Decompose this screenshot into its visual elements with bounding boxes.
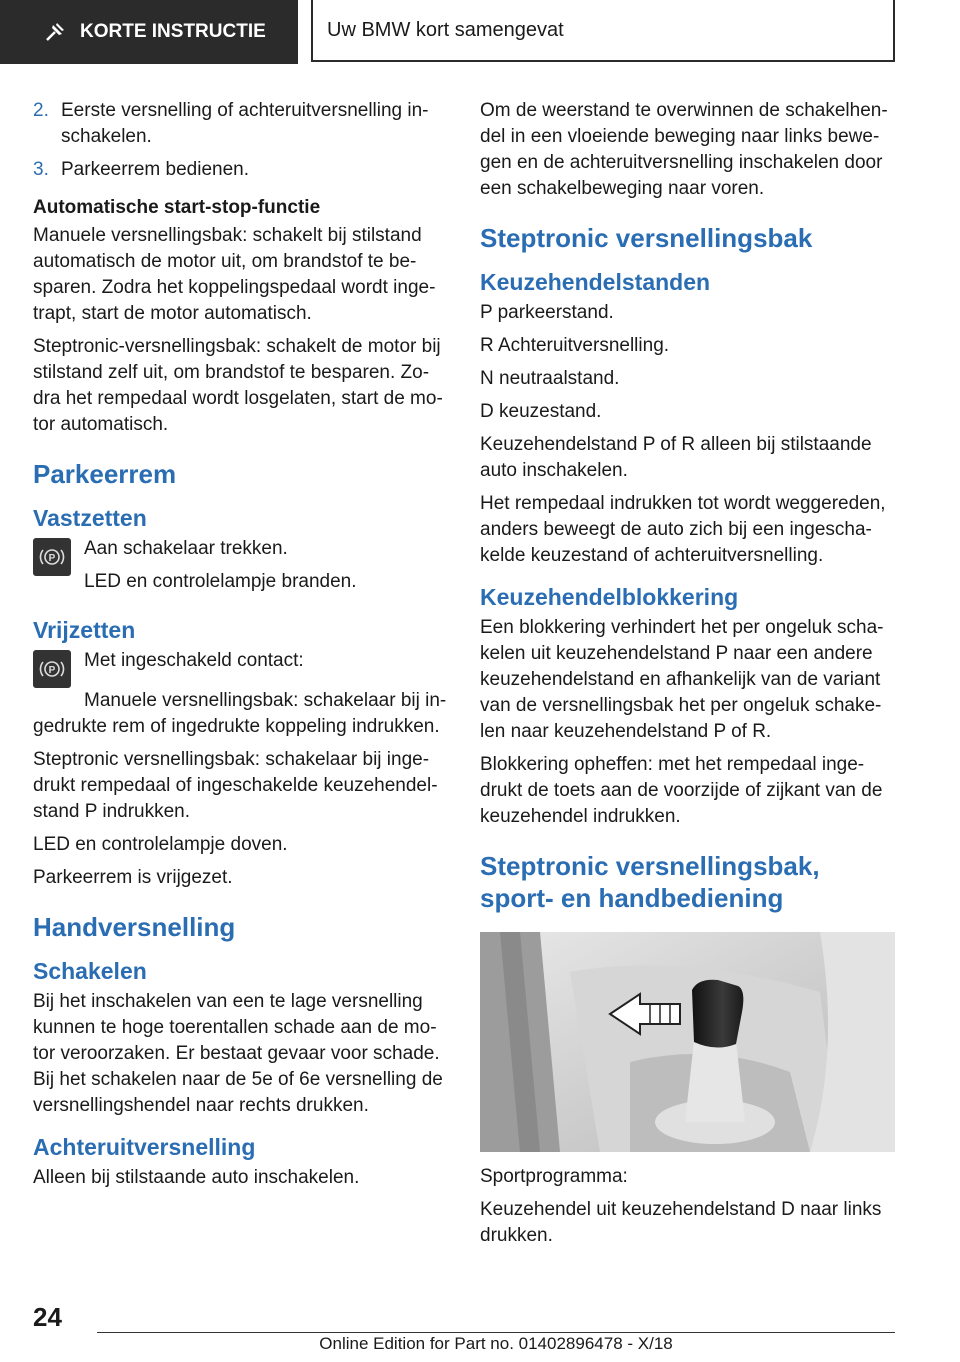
- heading-vastzetten: Vastzetten: [33, 505, 147, 531]
- list-text: Parkeerrem bedienen.: [61, 159, 249, 180]
- footer-edition: Online Edition for Part no. 01402896478 - X/18: [319, 1334, 673, 1353]
- heading-achteruitversnelling: Achteruitversnelling: [33, 1134, 256, 1160]
- heading-steptronic-sport: Steptronic versnellingsbak, sport- en handbediening: [480, 851, 820, 913]
- paragraph: Een blokkering verhindert het per ongeluk scha-kelen uit keuzehendelstand P naar een andere keuzehendelstand en afhankelijk van de variant van de versnellingsbak het per ongeluk schake-len naar keuzehendelstand P of R.: [480, 617, 884, 742]
- parking-brake-row: [33, 648, 447, 688]
- heading-keuzehendelblokkering: Keuzehendelblokkering: [480, 584, 739, 610]
- auto-start-stop-title: Automatische start-stop-functie: [33, 197, 321, 218]
- paragraph: Blokkering opheffen: met het rempedaal inge-drukt de toets aan de voorzijde of zijkant van de keuzehendel indrukken.: [480, 754, 883, 827]
- heading-schakelen: Schakelen: [33, 958, 147, 984]
- list-number: 3.: [33, 159, 49, 180]
- paragraph: Steptronic-versnellingsbak: schakelt de motor bij stilstand zelf uit, om brandstof te besparen. Zo-dra het rempedaal wordt losgelaten, start de mo-tor automatisch.: [33, 336, 443, 435]
- heading-vrijzetten: Vrijzetten: [33, 617, 136, 643]
- pin-icon: [44, 21, 66, 43]
- paragraph: Met ingeschakeld contact:: [84, 650, 304, 671]
- paragraph: Steptronic versnellingsbak: schakelaar bij inge-drukt rempedaal of ingeschakelde keuzehendel-stand P indrukken.: [33, 749, 438, 822]
- paragraph: Aan schakelaar trekken.: [84, 538, 288, 559]
- paragraph: Bij het inschakelen van een te lage versnelling kunnen te hoge toerentallen schade aan de mo-tor veroorzaken. Er bestaat gevaar voor schade. Bij het schakelen naar de 5e of 6e versnelling de versnellingshendel naar rechts drukken.: [33, 991, 443, 1116]
- paragraph: Manuele versnellingsbak: schakelt bij stilstand automatisch de motor uit, om brandstof te be-sparen. Zodra het koppelingspedaal wordt inge-trapt, start de motor automatisch.: [33, 225, 436, 324]
- list-item: [33, 98, 447, 150]
- header-title-text: Uw BMW kort samengevat: [327, 18, 564, 41]
- heading-parkeerrem: Parkeerrem: [33, 459, 177, 489]
- svg-text:P: P: [48, 665, 56, 676]
- right-column: [480, 98, 894, 1256]
- paragraph: Keuzehendelstand P of R alleen bij stilstaande auto inschakelen.: [480, 434, 872, 481]
- section-tab-label: KORTE INSTRUCTIE: [80, 21, 266, 42]
- parking-brake-icon: [33, 650, 71, 688]
- paragraph: Parkeerrem is vrijgezet.: [33, 867, 233, 888]
- paragraph: R Achteruitversnelling.: [480, 335, 670, 356]
- page-header-title: [311, 0, 895, 62]
- list-item: [33, 157, 447, 183]
- paragraph: P parkeerstand.: [480, 302, 614, 323]
- heading-handversnelling: Handversnelling: [33, 912, 236, 942]
- parking-brake-icon: [33, 538, 71, 576]
- paragraph: Manuele versnellingsbak: schakelaar bij in-gedrukte rem of ingedrukte koppeling indrukken.: [33, 690, 447, 737]
- paragraph: LED en controlelampje doven.: [33, 834, 288, 855]
- list-number: 2.: [33, 100, 49, 121]
- svg-text:P: P: [48, 553, 56, 564]
- parking-brake-row: [33, 536, 447, 602]
- section-tab: [0, 0, 298, 64]
- paragraph: LED en controlelampje branden.: [84, 571, 357, 592]
- paragraph: Het rempedaal indrukken tot wordt weggereden, anders beweegt de auto zich bij een ingescha-kelde keuzestand of achteruitversnelling.: [480, 493, 886, 566]
- paragraph: Keuzehendel uit keuzehendelstand D naar links drukken.: [480, 1199, 882, 1246]
- footer-divider: [97, 1332, 895, 1333]
- heading-steptronic: Steptronic versnellingsbak: [480, 223, 813, 253]
- paragraph: D keuzestand.: [480, 401, 602, 422]
- heading-keuzehendelstanden: Keuzehendelstanden: [480, 269, 711, 295]
- left-column: [33, 98, 447, 1198]
- list-text: Eerste versnelling of achteruitversnelling in-schakelen.: [61, 100, 429, 147]
- paragraph: N neutraalstand.: [480, 368, 620, 389]
- page-number: 24: [33, 1302, 62, 1332]
- paragraph: Sportprogramma:: [480, 1166, 628, 1187]
- paragraph: Alleen bij stilstaande auto inschakelen.: [33, 1167, 360, 1188]
- gear-selector-photo: [480, 932, 895, 1152]
- paragraph: Om de weerstand te overwinnen de schakelhen-del in een vloeiende beweging naar links bewe-gen en de achteruitversnelling inschakelen door een schakelbeweging naar voren.: [480, 100, 888, 199]
